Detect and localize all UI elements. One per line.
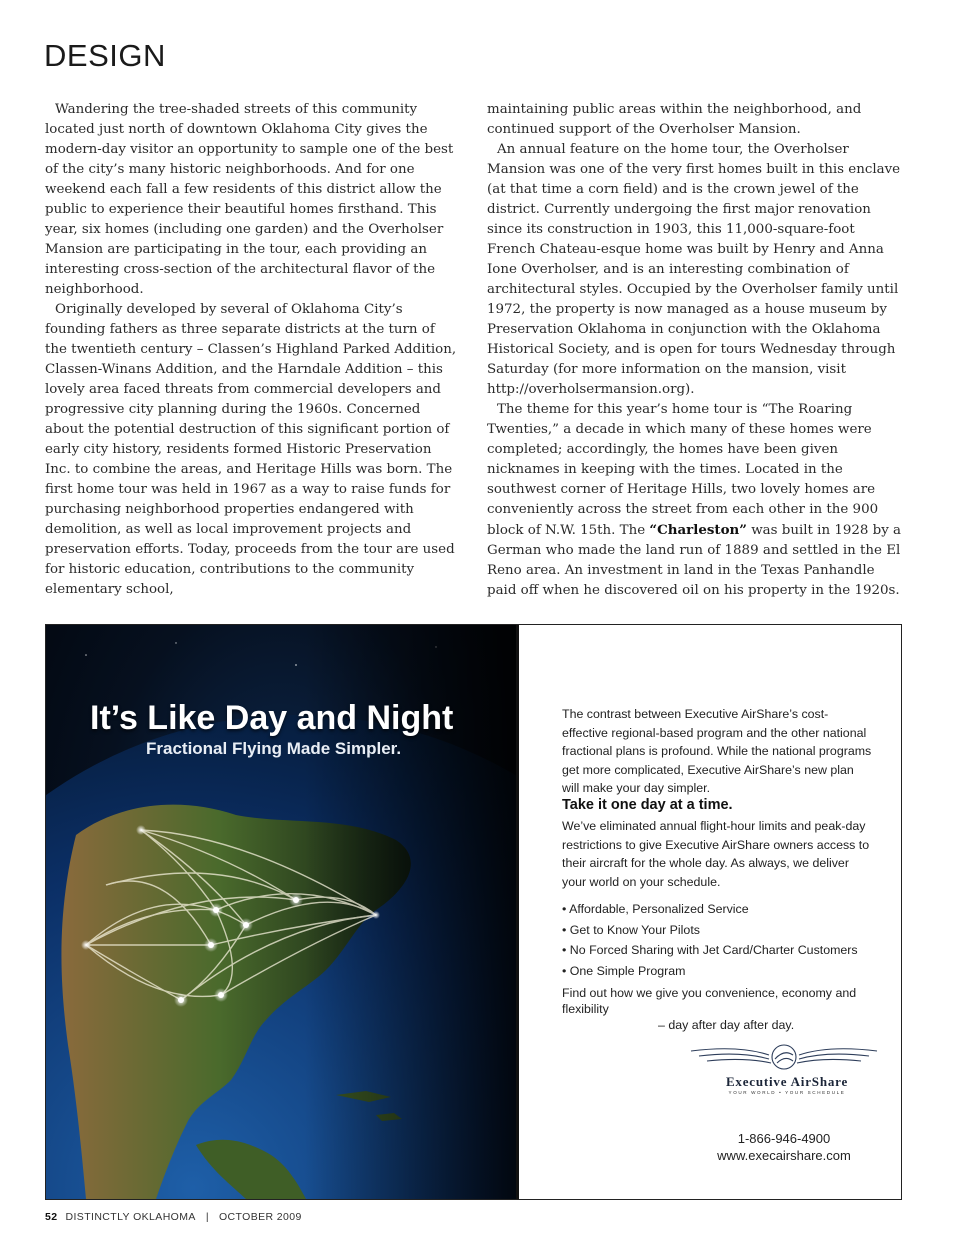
section-title: DESIGN xyxy=(44,38,166,73)
home-nickname: “Charleston” xyxy=(649,522,747,538)
airshare-advertisement xyxy=(45,624,902,1200)
paragraph-text: was built in 1928 by a German who made the land run of 1889 and settled in the El Reno area. An investment in land in the Texas Panhandle paid off when he discovered oil on his property in the 1920s. xyxy=(487,523,902,598)
logo-wordmark: Executive AirShare xyxy=(725,1074,849,1089)
article-paragraph: An annual feature on the home tour, the Overholser Mansion was one of the very first homes built in this enclave (at that time a corn field) and is the crown jewel of the district. Currently undergoing the first major renovation since its construction in 1903, this 11,000-square-foot French Chateau-esque home was built by Henry and Anna Ione Overholser, and is an interesting combination of architectural styles. Occupied by the Overholser family until 1972, the property is now managed as a house museum by Preservation Oklahoma in conjunction with the Oklahoma Historical Society, and is open for tours Wednesday through Saturday (for more information on the mansion, visit http://overholsermansion.org). xyxy=(487,142,901,397)
page-footer xyxy=(45,1211,302,1223)
paragraph-text: The theme for this year’s home tour is “The Roaring Twenties,” a decade in which many of these homes were completed; accordingly, the homes have been given nicknames in keeping with the times. Located in the southwest corner of Heritage Hills, two lovely homes are conveniently across the street from each other in the 900 block of N.W. 15th. The xyxy=(487,402,879,538)
ad-closing xyxy=(562,985,872,1033)
ad-bullet-list xyxy=(562,899,872,981)
ad-tagline: Take it one day at a time. xyxy=(562,797,733,813)
ad-subhead: Fractional Flying Made Simpler. xyxy=(146,739,402,758)
footer-separator: | xyxy=(205,1211,209,1223)
article-paragraph: maintaining public areas within the neighborhood, and continued support of the Overholser Mansion. xyxy=(487,102,862,137)
page-number: 52 xyxy=(45,1211,58,1223)
article-paragraph: Wandering the tree-shaded streets of this community located just north of downtown Oklahoma City gives the modern-day visitor an opportunity to sample one of the best of the city’s many historic neighborhoods. And for one weekend each fall a few residents of this district allow the public to experience their beautiful homes firsthand. This year, six homes (including one garden) and the Overholser Mansion are participating in the tour, each providing an interesting cross-section of the architectural flavor of the neighborhood. xyxy=(45,102,454,297)
article-left-column xyxy=(45,100,457,600)
ad-phone: 1-866-946-4900 xyxy=(737,1131,831,1146)
article-paragraph xyxy=(487,400,907,601)
ad-bullet: • One Simple Program xyxy=(562,961,872,982)
ad-closing-line: Find out how we give you convenience, economy and flexibility xyxy=(562,986,857,1016)
logo-tagline: YOUR WORLD • YOUR SCHEDULE xyxy=(728,1090,846,1095)
publication-name: DISTINCTLY OKLAHOMA xyxy=(65,1211,196,1223)
article-right-column xyxy=(487,100,907,601)
article-paragraph: Originally developed by several of Oklahoma City’s founding fathers as three separate districts at the turn of the twentieth century – Classen’s Highland Parked Addition, Classen-Winans Addition, and the Harndale Addition – this lovely area faced threats from commercial developers and progressive city planning during the 1960s. Concerned about the potential destruction of this significant portion of early city history, residents formed Historic Preservation Inc. to combine the areas, and Heritage Hills was born. The first home tour was held in 1967 as a way to raise funds for purchasing neighborhood properties endangered with demolition, as well as local improvement projects and preservation efforts. Today, proceeds from the tour are used for historic education, contributions to the community elementary school, xyxy=(45,302,457,597)
ad-body: We’ve eliminated annual flight-hour limits and peak-day restrictions to give Executive AirShare owners access to their aircraft for the whole day. As always, we deliver your world on your schedule. xyxy=(562,819,870,889)
ad-bullet: • No Forced Sharing with Jet Card/Charter Customers xyxy=(562,940,872,961)
ad-bullet: • Get to Know Your Pilots xyxy=(562,920,872,941)
issue-date: OCTOBER 2009 xyxy=(218,1211,302,1223)
ad-closing-line: – day after day after day. xyxy=(658,1018,795,1032)
ad-website: www.execairshare.com xyxy=(717,1148,851,1163)
ad-image-panel xyxy=(46,625,516,1199)
ad-text-panel xyxy=(516,625,902,1199)
ad-intro: The contrast between Executive AirShare’s cost-effective regional-based program and the other national fractional plans is profound. While the national programs get more complicated, Executive AirShare’s new plan will make your day simpler. xyxy=(562,707,872,795)
ad-bullet: • Affordable, Personalized Service xyxy=(562,899,872,920)
ad-headline: It’s Like Day and Night xyxy=(90,699,454,737)
